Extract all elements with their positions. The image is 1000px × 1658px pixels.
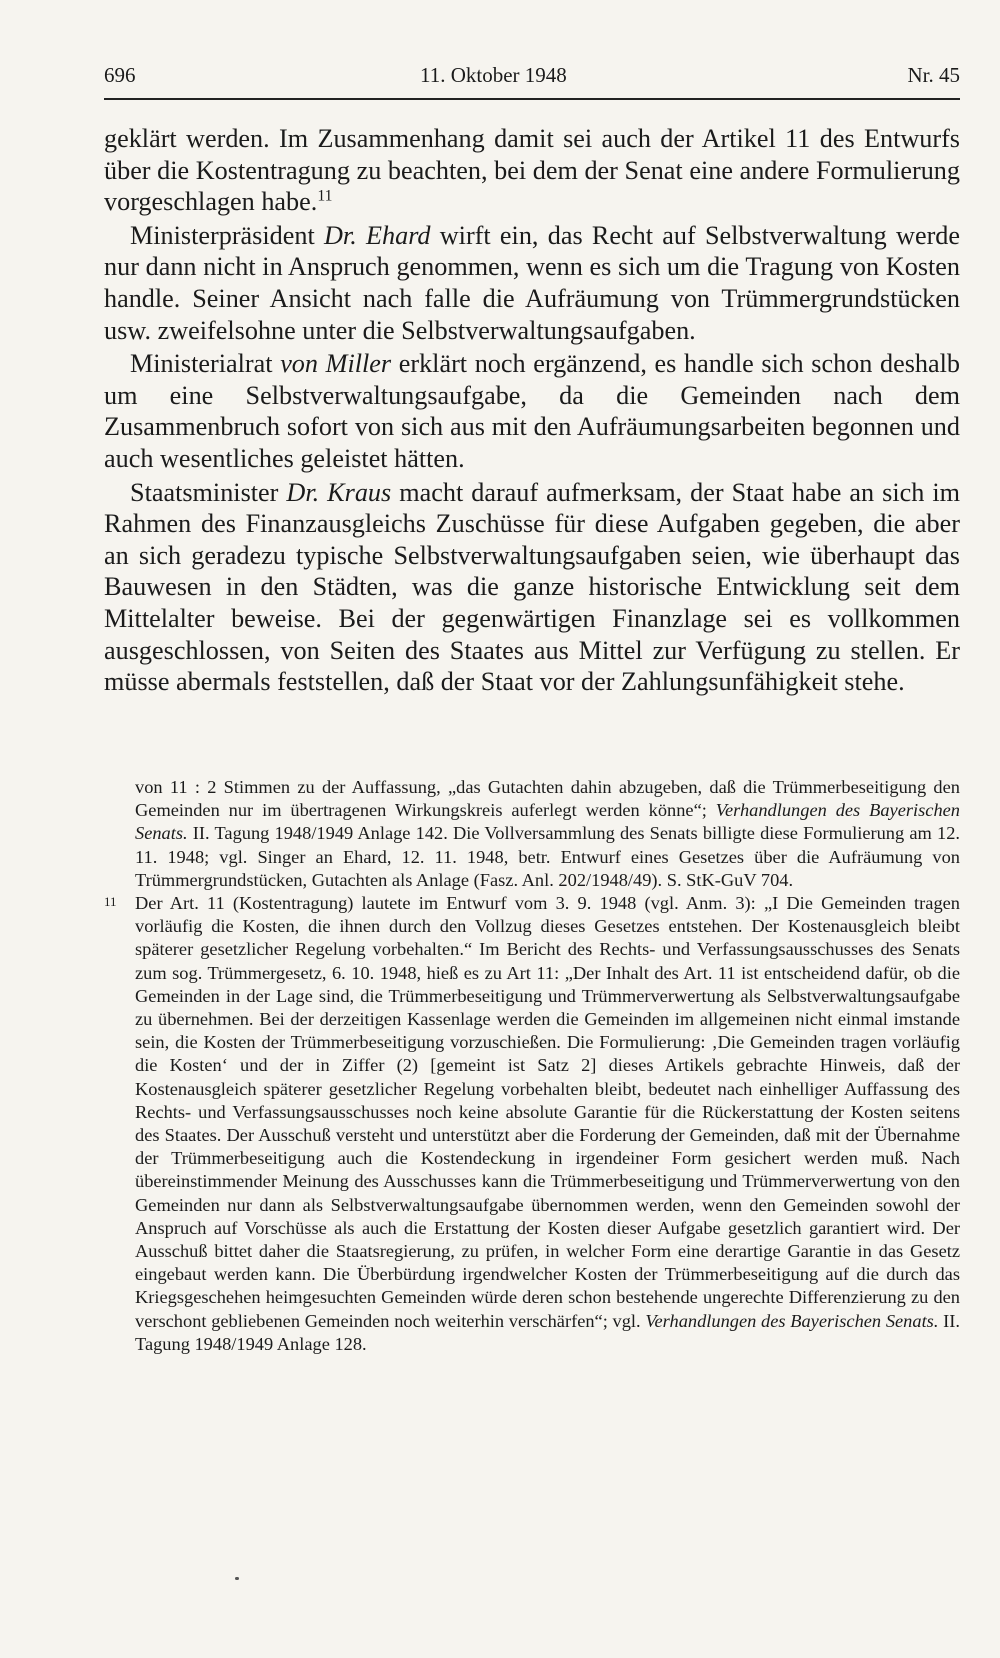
running-header (104, 60, 960, 100)
footnote-number: 11 (104, 894, 117, 910)
paragraph-3-text: erklärt noch ergänzend, es handle sich schon deshalb um eine Selbstverwaltungsaufgabe, da die Gemeinden nach dem Zusammenbruch sofort von sich aus mit den Aufräumungsarbeiten begonnen und auch wesentliches geleistet hätten. (104, 349, 960, 473)
paragraph-2-text: wirft ein, das Recht auf Selbstverwaltung werde nur dann nicht in Anspruch genommen, wenn es sich um die Tragung von Kosten handle. Seiner Ansicht nach falle die Aufräumung von Trümmergrundstücken usw. zweifelsohne unter die Selbstverwaltungsaufgaben. (104, 220, 961, 345)
footnote-ref-11[interactable]: 11 (317, 187, 333, 205)
speaker-title: Ministerpräsident (130, 220, 324, 250)
speaker-name: von Miller (280, 349, 392, 379)
footnote-text: von 11 : 2 Stimmen zu der Auffassung, „das Gutachten dahin abzugeben, daß die Trümmerbeseitigung den Gemeinden nur im übertragenen Wirkungskreis auferlegt werden könne“; (135, 777, 960, 821)
footnote-continuation (104, 776, 960, 892)
paragraph-4 (104, 477, 960, 698)
paragraph-1 (104, 123, 960, 218)
print-speck (235, 1577, 239, 1580)
speaker-name: Dr. Kraus (286, 477, 392, 507)
footnote-citation: Verhandlungen des Bayerischen Senats. (135, 800, 961, 844)
page-number: 696 (104, 63, 136, 87)
footnote-text: II. Tagung 1948/1949 Anlage 142. Die Vollversammlung des Senats billigte diese Formulierung am 12. 11. 1948; vgl. Singer an Ehard, 12. 11. 1948, betr. Entwurf eines Gesetzes über die Aufräumung von Trümmergrundstücken, Gutachten als Anlage (Fasz. Anl. 202/1948/49). S. StK-GuV 704. (135, 823, 960, 890)
header-rule (104, 98, 960, 100)
speaker-title: Ministerialrat (130, 349, 281, 379)
footnote-citation: Verhandlungen des Bayerischen Senats. (645, 1310, 939, 1331)
footnote-text: Der Art. 11 (Kostentragung) lautete im Entwurf vom 3. 9. 1948 (vgl. Anm. 3): „I Die Gemeinden tragen vorläufig die Kosten, die ihnen durch den Vollzug dieses Gesetzes entstehen. Der Kostenausgleich bleibt späterer gesetzlicher Regelung vorbehalten.“ Im Bericht des Rechts- und Verfassungsausschusses des Senats zum sog. Trümmergesetz, 6. 10. 1948, hieß es zu Art 11: „Der Inhalt des Art. 11 ist entscheidend dafür, ob die Gemeinden in der Lage sind, die Trümmerbeseitigung und Trümmerverwertung als Selbstverwaltungsaufgabe zu übernehmen. Bei der derzeitigen Kassenlage werden die Gemeinden im allgemeinen nicht einmal imstande sein, die Kosten der Trümmerbeseitigung vorzuschießen. Die Formulierung: ‚Die Gemeinden tragen vorläufig die Kosten‘ und der in Ziffer (2) [gemeint ist Satz 2] dieses Artikels gebrachte Hinweis, daß der Kostenausgleich späterer gesetzlicher Regelung vorbehalten bleibt, bedeutet nach einhelliger Auffassung des Rechts- und Verfassungsausschusses noch keine absolute Garantie für die Rückerstattung der Kosten seitens des Staates. Der Ausschuß versteht und unterstützt aber die Forderung der Gemeinden, daß mit der Übernahme der Trümmerbeseitigung auch die Kostendeckung in irgendeiner Form gesichert werden muß. Nach übereinstimmender Meinung des Ausschusses kann die Trümmerbeseitigung und Trümmerverwertung von den Gemeinden nur dann als Selbstverwaltungsaufgabe übernommen werden, wenn den Gemeinden sowohl der Anspruch auf Vorschüsse als auch die Erstattung der Kosten dieser Aufgabe gesetzlich garantiert wird. Der Ausschuß bittet daher die Staatsregierung, zu prüfen, in welcher Form eine derartige Garantie in das Gesetz eingebaut werden kann. Die Überbürdung irgendwelcher Kosten der Trümmerbeseitigung auf die durch das Kriegsgeschehen heimgesuchten Gemeinden würde deren schon bestehende ungerechte Differenzierung zu den verschont gebliebenen Gemeinden noch weiterhin verschärfen“; vgl. (135, 893, 960, 1331)
main-text (104, 123, 960, 698)
speaker-title: Staatsminister (130, 477, 287, 507)
footnotes (104, 776, 960, 1356)
paragraph-4-text: macht darauf aufmerksam, der Staat habe an sich im Rahmen des Finanzausgleichs Zuschüsse für diese Aufgaben gegeben, die aber an sich geradezu typische Selbstverwaltungsaufgaben seien, wie überhaupt das Bauwesen in den Städten, was die ganze historische Entwicklung seit dem Mittelalter beweise. Bei der gegenwärtigen Finanzlage sei es vollkommen ausgeschlossen, von Seiten des Staates aus Mittel zur Verfügung zu stellen. Er müsse abermals feststellen, daß der Staat vor der Zahlungsunfähigkeit stehe. (104, 477, 960, 697)
paragraph-2 (104, 220, 960, 346)
footnote-text: II. Tagung 1948/1949 Anlage 128. (135, 1310, 960, 1354)
footnote-11 (104, 892, 960, 1356)
issue-number: Nr. 45 (907, 63, 960, 87)
speaker-name: Dr. Ehard (324, 220, 431, 250)
paragraph-3 (104, 348, 960, 474)
header-date: 11. Oktober 1948 (420, 63, 567, 87)
paragraph-1-text: geklärt werden. Im Zusammenhang damit sei auch der Artikel 11 des Entwurfs über die Kostentragung zu beachten, bei dem der Senat eine andere Formulierung vorgeschlagen habe. (104, 124, 960, 217)
